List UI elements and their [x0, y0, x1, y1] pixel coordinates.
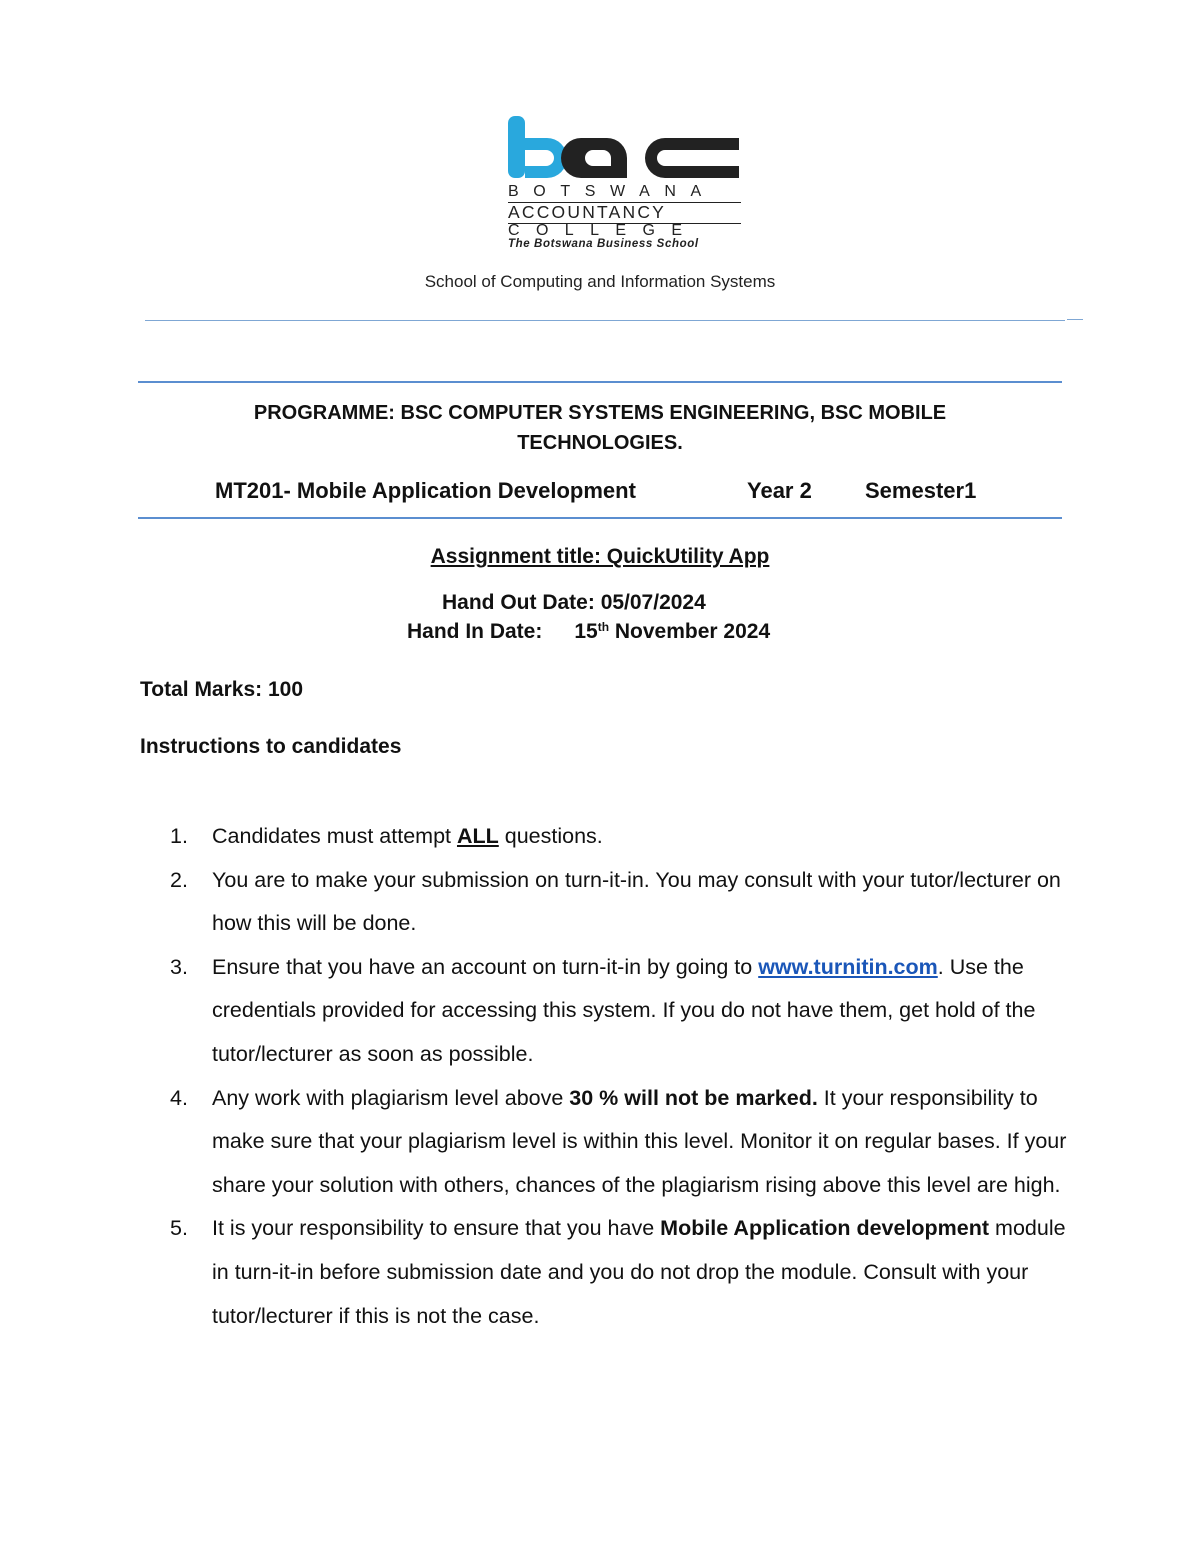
list-text: You are to make your submission on turn-it-in. You may consult with your tutor/lecturer on how this will be done.: [212, 867, 1061, 936]
list-item: [170, 1077, 1070, 1208]
hand-in-month-year: November 2024: [614, 620, 771, 643]
list-number: 2.: [170, 867, 188, 892]
hand-in-suffix: th: [597, 620, 610, 634]
programme-bottom-rule: [138, 517, 1062, 519]
logo-line-3: COLLEGE: [508, 222, 699, 239]
module-semester: Semester1: [865, 478, 977, 503]
logo-line-2: ACCOUNTANCY: [508, 202, 741, 224]
college-logo: [505, 110, 745, 255]
list-number: 5.: [170, 1216, 188, 1241]
module-year: Year 2: [747, 478, 812, 503]
list-text: Any work with plagiarism level above: [212, 1085, 570, 1110]
bac-logo-mark: [505, 110, 745, 182]
plagiarism-warning: 30 % will not be marked.: [569, 1085, 818, 1110]
total-marks: Total Marks: 100: [140, 678, 304, 701]
list-text: module in turn-it-in before submission date and you do not drop the module. Consult with your tutor/lecturer if this is not the case.: [212, 1216, 1066, 1328]
logo-tagline: The Botswana Business School: [508, 238, 699, 250]
programme-top-rule: [138, 381, 1062, 383]
hand-in-day: 15: [574, 620, 598, 643]
programme-title: PROGRAMME: BSC COMPUTER SYSTEMS ENGINEERING, BSC MOBILE TECHNOLOGIES.: [253, 402, 947, 454]
instructions-list: [170, 815, 1070, 1338]
instructions-heading: Instructions to candidates: [140, 735, 402, 758]
header-divider: [145, 320, 1065, 321]
assignment-title: Assignment title: QuickUtility App: [430, 545, 770, 568]
header-divider-tail: [1067, 319, 1083, 320]
module-title: MT201- Mobile Application Development: [215, 478, 636, 503]
list-item: [170, 859, 1070, 946]
list-text: . Use the credentials provided for accessing this system. If you do not have them, get hold of the tutor/lecturer as soon as possible.: [212, 954, 1036, 1066]
module-line: [215, 478, 977, 504]
list-text: It is your responsibility to ensure that you have: [212, 1216, 661, 1241]
list-number: 1.: [170, 824, 188, 848]
hand-in-date: [407, 620, 770, 644]
list-item: [170, 815, 1070, 859]
logo-line-1: BOTSWANA: [508, 183, 716, 200]
list-item: [170, 1207, 1070, 1338]
list-text: Candidates must attempt: [212, 824, 457, 848]
list-number: 3.: [170, 954, 188, 979]
list-number: 4.: [170, 1085, 188, 1110]
emphasis-all: ALL: [456, 824, 499, 848]
hand-in-value: [574, 620, 770, 643]
hand-out-value: 05/07/2024: [600, 591, 706, 614]
module-name-emphasis: Mobile Application development: [660, 1216, 990, 1241]
list-text: It your responsibility to make sure that your plagiarism level is within this level. Monitor it on regular bases. If your share your solution with others, chances of the plagiarism rising above this level are high.: [212, 1085, 1067, 1197]
turnitin-link[interactable]: www.turnitin.com: [758, 954, 938, 979]
hand-in-label: Hand In Date:: [407, 620, 543, 643]
school-name: School of Computing and Information Systems: [424, 272, 776, 291]
hand-out-date: [442, 591, 706, 615]
list-item: [170, 946, 1070, 1077]
list-text: questions.: [498, 824, 603, 848]
list-text: Ensure that you have an account on turn-it-in by going to: [212, 954, 759, 979]
hand-out-label: Hand Out Date:: [442, 591, 595, 614]
